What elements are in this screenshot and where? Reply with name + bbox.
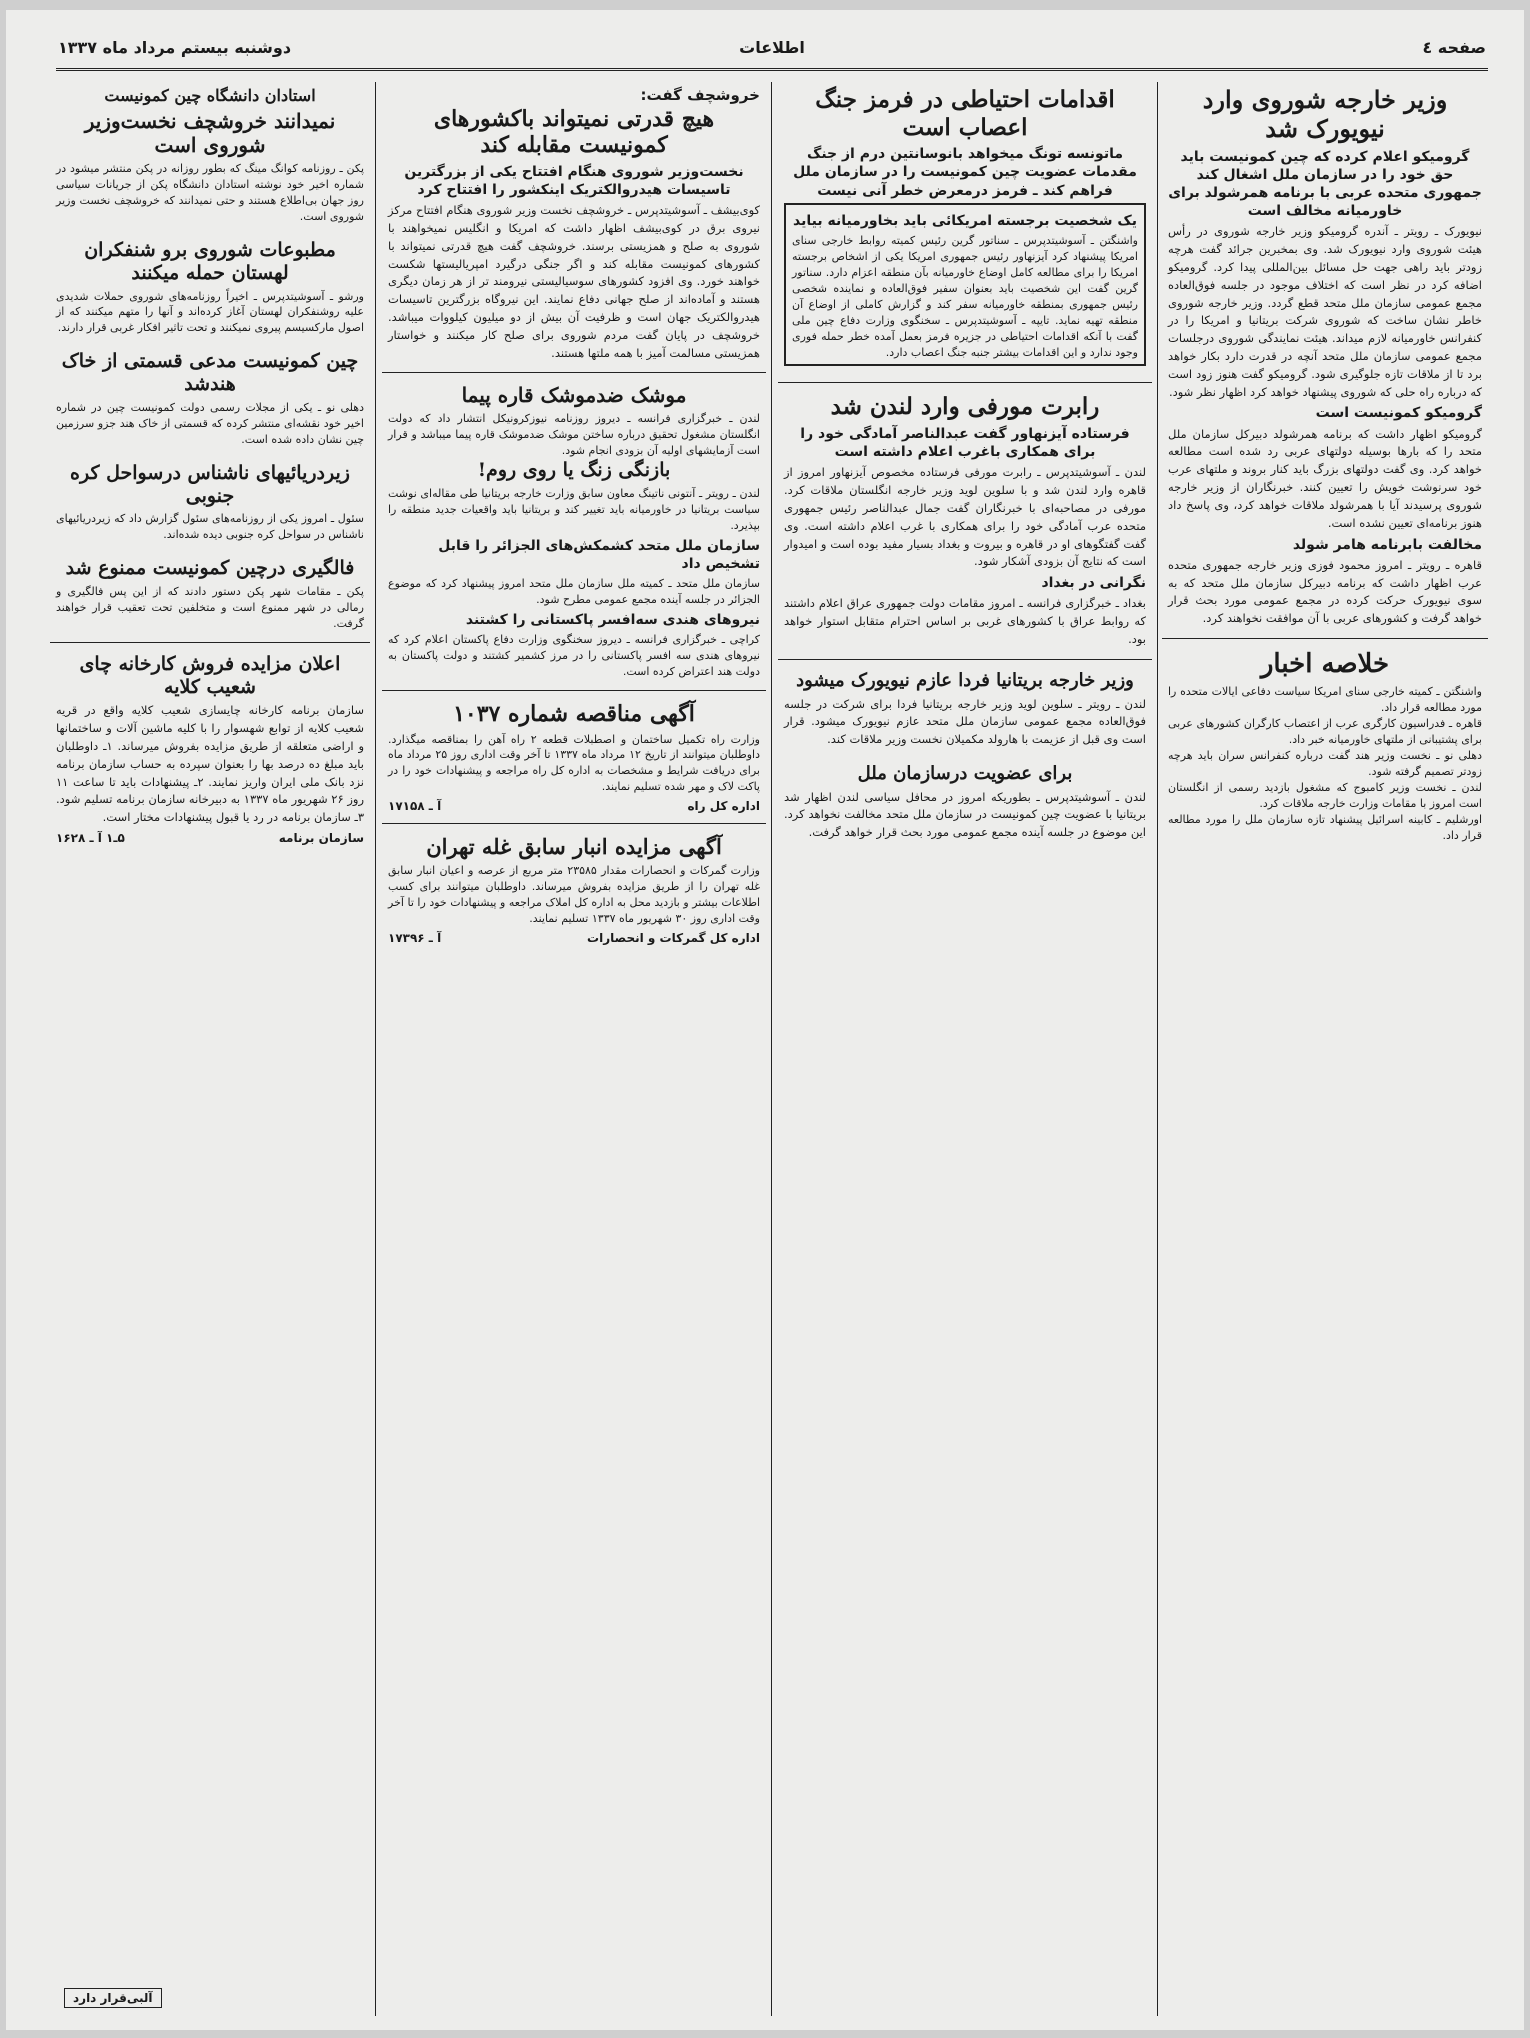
divider <box>382 823 766 824</box>
ad-headline: آگهی مزایده انبار سابق غله تهران <box>426 834 722 860</box>
headline: چین کمونیست مدعی قسمتی از خاک هندشد <box>61 350 359 396</box>
summary-item: اورشلیم ـ کابینه اسرائیل پیشنهاد تازه سازمان ملل را مورد مطالعه قرار داد. <box>1168 812 1482 842</box>
ad-tea-factory <box>50 649 370 849</box>
ad-code: آ ـ ۱۷۱۵۸ <box>388 799 442 814</box>
article-china-india <box>50 346 370 451</box>
ad-signature <box>388 799 760 813</box>
date-line: دوشنبه بیستم مرداد ماه ۱۳۳۷ <box>58 38 292 57</box>
headline: زیردریائیهای ناشناس درسواحل کره جنوبی <box>70 461 350 507</box>
divider <box>382 372 766 373</box>
ad-signature <box>388 931 760 945</box>
headline: وزیر خارجه بریتانیا فردا عازم نیویورک میشود <box>796 669 1134 691</box>
ad-issuer: اداره کل راه <box>687 799 760 814</box>
ad-body: وزارت راه تکمیل ساختمان و اصطبلات قطعه ۲ راه آهن را بمناقصه میگذارد. داوطلبان میتوانند از تاریخ ۱۲ مرداد ماه ۱۳۳۷ تا آخر وقت اداری روز ۲۵ مرداد ماه برای دریافت شرایط و مشخصات به اداره کل راه مراجعه و پیشنهادات خود را در پاکت لاک و مهر شده تسلیم نمایند. <box>388 732 761 794</box>
article-body: کوی‌بیشف ـ آسوشیتدپرس ـ خروشچف نخست وزیر شوروی هنگام افتتاح مرکز نیروی برق در کوی‌بیشف اظهار داشت که امریکا و انگلیس نمیخواهند با شوروی به صلح و همزیستی برسند. خروشچف گفت هیچ قدرتی نمیتواند با کشورهای کمونیست مقابله کند و اگر جنگی درگیرد امپریالیستها شکست خواهند خورد. وی افزود کشورهای سوسیالیستی نیرومند تر از هر زمان دیگری هستند و آماده‌اند از صلح جهانی دفاع نمایند. این نیروگاه بزرگترین تاسیسات هیدروالکتریک جهان است و ظرفیت آن بیش از دو میلیون کیلووات میباشد. خروشچف در پایان گفت مردم شوروی برای صلح کار میکنند و خواستار همزیستی مسالمت آمیز با همه ملتها هستند. <box>388 203 760 360</box>
divider <box>778 382 1152 383</box>
headline: برای عضویت درسازمان ملل <box>857 762 1073 784</box>
article-missile <box>382 379 766 684</box>
divider <box>382 690 766 691</box>
ad-issuer: اداره کل گمرکات و انحصارات <box>587 931 760 946</box>
article-body: سئول ـ امروز یکی از روزنامه‌های سئول گزارش داد که زیردریائیهای ناشناس در سواحل کره جنوبی دیده شده‌اند. <box>56 512 364 542</box>
paper-name: اطلاعات <box>739 38 805 57</box>
boxed-story <box>784 203 1146 367</box>
article-body: نیویورک ـ رویتر ـ آندره گرومیکو وزیر خارجه شوروی در رأس هیئت شوروی وارد نیویورک شد. وی بمخبرین جرائد گفت هرچه زودتر باید راهی جهت حل مسائل بین‌المللی پیدا کرد. گرومیکو اضافه کرد در نظر است که اختلاف موجود در جلسه فوق‌العاده مجمع عمومی سازمان ملل متحد قطع گردد. وزیر خارجه شوروی خاطر نشان ساخت که شوروی شرکت بریتانیا و امریکا را در کنفرانس خاورمیانه لازم میداند. هیئت نمایندگی شوروی درجلسات مجمع عمومی سازمان ملل متحد آنچه در قدرت دارد بکار خواهد برد تا از ملاقات تازه جلوگیری شود. گرومیکو گفت هنوز زود است که درباره راه حلی که شوروی پیشنهاد خواهد کرد اظهار نظر شود. <box>1168 224 1482 399</box>
ad-issuer: سازمان برنامه <box>278 831 364 846</box>
divider <box>50 642 370 643</box>
article-body: بغداد ـ خبرگزاری فرانسه ـ امروز مقامات دولت جمهوری عراق اعلام داشتند که روابط عراق با کشورهای غربی بر اساس احترام متقابل استوار خواهد بود. <box>784 596 1146 647</box>
ad-auction <box>382 830 766 949</box>
article-fortune-telling <box>50 553 370 636</box>
subheadline: نخست‌وزیر شوروی هنگام افتتاح یکی از بزرگترین تاسیسات هیدروالکتریک اینکشور را افتتاح کرد <box>404 163 744 198</box>
ad-body: وزارت گمرکات و انحصارات مقدار ۲۳۵۸۵ متر مربع از عرصه و اعیان انبار سابق غله تهران را از طریق مزایده بفروش میرساند. داوطلبان میتوانند برای کسب اطلاعات بیشتر و بازدید محل به اداره کل املاک مراجعه و پیشنهادات خود را تا آخر وقت اداری روز ۳۰ شهریور ماه ۱۳۳۷ تسلیم نمایند. <box>388 864 760 926</box>
headline: رابرت مورفی وارد لندن شد <box>830 393 1100 421</box>
ad-signature <box>56 831 364 845</box>
article-body: لندن ـ رویتر ـ سلوین لوید وزیر خارجه بریتانیا فردا برای شرکت در جلسه فوق‌العاده مجمع عمومی سازمان ملل متحد عازم نیویورک میشود. قرار است وی قبل از عزیمت با هارولد مکمیلان نخست وزیر ملاقات کند. <box>784 696 1146 747</box>
page-tag: آلبی‌قرار دارد <box>64 1988 162 2008</box>
column-rule <box>375 82 376 2016</box>
article-body: پکن ـ روزنامه کوانگ مینگ که بطور روزانه در پکن منتشر میشود در شماره اخیر خود نوشته استادان دانشگاه پکن از جریانات سیاسی روز جهان بی‌اطلاع هستند و حتی نمیدانند که خروشچف نخست وزیر شوروی است. <box>56 162 364 223</box>
summary-item: لندن ـ نخست وزیر کامبوج که مشغول بازدید رسمی از انگلستان است امروز با مقامات وزارت خارجه ملاقات کرد. <box>1168 780 1482 810</box>
headline: نمیدانند خروشچف نخست‌وزیر شوروی است <box>84 109 336 158</box>
article-body: واشنگتن ـ آسوشیتدپرس ـ سناتور گرین رئیس کمیته روابط خارجی سنای امریکا پیشنهاد کرد آیزنهاور رئیس جمهوری امریکا یکی از اشخاص برجسته امریکا را برای مطالعه کامل اوضاع خاورمیانه بآن منطقه اعزام دارد. سناتور گرین گفت این شخصیت باید بعنوان سفیر فوق‌العاده و نماینده شخصی رئیس جمهوری بمنطقه خاورمیانه سفر کند و گزارش کاملی از اوضاع آن منطقه تهیه نماید. تایپه ـ آسوشیتدپرس ـ سخنگوی وزارت دفاع چین ملی گفت با آنکه اقدامات احتیاطی در جزیره فرمز بعمل آمده خطر حمله فوری وجود ندارد و این اقدامات بیشتر جنبه جنگ اعصاب دارد. <box>792 233 1138 359</box>
article-soviet-press <box>50 235 370 340</box>
subheadline: فرستاده آیزنهاور گفت عبدالناصر آمادگی خود را برای همکاری باغرب اعلام داشته است <box>800 426 1130 461</box>
ad-code: آ ـ ۱۷۳۹۶ <box>388 931 442 946</box>
article-body: گرومیکو اظهار داشت که برنامه همرشولد دبیرکل سازمان ملل متحد را که بارها بوسیله دولتهای عربی رد شده است مطالعه خواهد کرد. وی گفت دولتهای بزرگ باید کنار بروند و ملتهای عرب خود سرنوشت خویش را تعیین کنند. خبرنگاران از وزیر خارجه شوروی پرسیدند آیا با همرشولد ملاقات خواهد کرد، وی پاسخ داد هنوز برنامه‌ای تعیین نشده است. <box>1168 426 1482 530</box>
divider <box>778 659 1152 660</box>
headline: اقدامات احتیاطی در فرمز جنگ اعصاب است <box>815 86 1115 141</box>
ad-headline: آگهی مناقصه شماره ۱۰۳۷ <box>453 701 695 728</box>
news-summary <box>1162 645 1488 848</box>
article-body: دهلی نو ـ یکی از مجلات رسمی دولت کمونیست چین در شماره اخیر خود نقشه‌ای منتشر کرده که قسمتی از خاک هند جزو سرزمین چین نشان داده شده است. <box>56 400 364 446</box>
masthead <box>56 28 1488 71</box>
article-body: سازمان ملل متحد ـ کمیته ملل سازمان ملل متحد امروز پیشنهاد کرد که موضوع الجزائر در جلسه آینده مجمع عمومی مطرح شود. <box>388 577 760 607</box>
headline: موشک ضدموشک قاره پیما <box>461 383 687 408</box>
article-body: قاهره ـ رویتر ـ امروز محمود فوزی وزیر خارجه جمهوری متحده عرب اظهار داشت که برنامه دبیرکل سازمان ملل متحد که به سوی نیویورک حرکت کرده در مجمع عمومی مورد بحث قرار خواهد گرفت و کشورهای عربی با آن موافقت نخواهند کرد. <box>1168 557 1482 626</box>
article-formosa <box>778 82 1152 376</box>
article-body: کراچی ـ خبرگزاری فرانسه ـ دیروز سخنگوی وزارت دفاع پاکستان اعلام کرد که نیروهای هندی سه افسر پاکستانی را در مرز کشمیر کشتند و دولت پاکستان به دولت هند اعتراض کرده است. <box>388 633 760 679</box>
section-heading: نگرانی در بغداد <box>1041 575 1146 592</box>
article-body: پکن ـ مقامات شهر پکن دستور دادند که از این پس فالگیری و رمالی در شهر ممنوع است و متخلفین تحت تعقیب قرار خواهند گرفت. <box>56 585 364 630</box>
article-body: لندن ـ خبرگزاری فرانسه ـ دیروز روزنامه نیوزکرونیکل انتشار داد که دولت انگلستان مشغول تحقیق درباره ساختن موشک ضدموشک قاره پیما میباشد و قرار است آزمایشهای اولیه آن بزودی انجام شود. <box>388 412 760 458</box>
column-rule <box>1157 82 1158 2016</box>
divider <box>1162 638 1488 639</box>
article-gromyko <box>1162 82 1488 632</box>
newspaper-page <box>6 10 1524 2030</box>
summary-item: قاهره ـ فدراسیون کارگری عرب از اعتصاب کارگران کشورهای عربی برای پشتیبانی از ملتهای خاورمیانه خبر داد. <box>1168 717 1482 746</box>
headline: بازنگی زنگ یا روی روم! <box>477 459 671 482</box>
article-submarines <box>50 458 370 547</box>
page-number: صفحه ٤ <box>1422 38 1486 57</box>
subheadline: ماتونسه تونگ میخواهد بانوسانتین درم از جنگ مقدمات عضویت چین کمونیست را در سازمان ملل فراهم کند ـ فرمز درمعرض خطر آنی نیست <box>793 146 1137 199</box>
kicker: خروشچف گفت: <box>640 86 760 104</box>
ad-headline: اعلان مزایده فروش کارخانه چای شعیب کلایه <box>79 652 341 698</box>
headline: مطبوعات شوروی برو شنفکران لهستان حمله میکنند <box>84 238 336 284</box>
column-4 <box>50 82 370 2016</box>
ad-code: ۵ـ۱ آ ـ ۱۶۲۸ <box>56 831 125 846</box>
headline: هیچ قدرتی نمیتواند باکشورهای کمونیست مقابله کند <box>433 106 715 159</box>
column-2 <box>778 82 1152 2016</box>
article-murphy <box>778 389 1152 652</box>
article-body: لندن ـ آسوشیتدپرس ـ رابرت مورفی فرستاده مخصوص آیزنهاور امروز از قاهره وارد لندن شد و با سلوین لوید وزیر خارجه انگلستان ملاقات کرد. مورفی در مصاحبه‌ای با خبرنگاران گفت جمال عبدالناصر رئیس جمهوری متحده عرب آمادگی خود را برای همکاری با غرب اعلام داشته است. وی گفت گفتگوهای او در قاهره و بیروت و بغداد بسیار مفید بوده است و امیدوار است که نتایج آن بزودی آشکار شود. <box>784 465 1146 569</box>
column-3 <box>382 82 766 2016</box>
summary-item: واشنگتن ـ کمیته خارجی سنای امریکا سیاست دفاعی ایالات متحده را مورد مطالعه قرار داد. <box>1168 685 1482 715</box>
section-heading: گرومیکو کمونیست است <box>1315 405 1482 422</box>
article-chinese-professors <box>50 82 370 229</box>
article-body: ورشو ـ آسوشیتدپرس ـ اخیراً روزنامه‌های شوروی حملات شدیدی علیه روشنفکران لهستان آغاز کرده‌اند و آنها را متهم میکنند که از اصول مارکسیسم پیروی نمیکنند و تحت تاثیر افکار غربی قرار دارند. <box>56 289 364 335</box>
section-heading: سازمان ملل متحد کشمکش‌های الجزائر را قابل تشخیص داد <box>438 537 760 573</box>
headline: استادان دانشگاه چین کمونیست <box>104 86 316 105</box>
column-rule <box>771 82 772 2016</box>
section-heading: مخالفت بابرنامه هامر شولد <box>1292 536 1482 553</box>
subheadline: گرومیکو اعلام کرده که چین کمونیست باید حق خود را در سازمان ملل اشغال کند جمهوری متحده عربی با برنامه همرشولد برای خاورمیانه مخالف است <box>1168 148 1482 220</box>
article-un-membership <box>778 759 1152 846</box>
section-heading: نیروهای هندی سه‌افسر پاکستانی را کشتند <box>465 612 760 629</box>
article-khrushchev <box>382 82 766 366</box>
ad-tender <box>382 697 766 817</box>
headline: وزیر خارجه شوروی وارد نیویورک شد <box>1202 85 1448 143</box>
headline: خلاصه اخبار <box>1260 648 1390 679</box>
article-body: لندن ـ رویتر ـ آنتونی ناتینگ معاون سابق وزارت خارجه بریتانیا طی مقاله‌ای نوشت سیاست بریتانیا در خاورمیانه باید تغییر کند و بریتانیا باید واقعیات جدید منطقه را بپذیرد. <box>388 487 760 532</box>
ad-body: سازمان برنامه کارخانه چایسازی شعیب کلایه واقع در قریه شعیب کلایه از توابع شهسوار را با کلیه ماشین آلات و ساختمانها و اراضی متعلقه از طریق مزایده بفروش میرساند. ۱ـ داوطلبان باید مبلغ ده درصد بها را بعنوان سپرده به حساب سازمان برنامه نزد بانک ملی ایران واریز نمایند. ۲ـ پیشنهادات باید تا ساعت ۱۱ روز ۲۶ شهریور ماه ۱۳۳۷ به دبیرخانه سازمان برنامه تسلیم شود. ۳ـ سازمان برنامه در رد یا قبول پیشنهادات مختار است. <box>56 703 365 825</box>
article-lloyd <box>778 666 1152 753</box>
article-body: لندن ـ آسوشیتدپرس ـ بطوریکه امروز در محافل سیاسی لندن اظهار شد بریتانیا با عضویت چین کمونیست در سازمان ملل متحد مخالفت نخواهد کرد. این موضوع در جلسه آینده مجمع عمومی مورد بحث قرار خواهد گرفت. <box>784 789 1146 840</box>
box-heading: یک شخصیت برجسته امریکائی باید بخاورمیانه بیاید <box>793 212 1137 229</box>
headline: فالگیری درچین کمونیست ممنوع شد <box>65 557 355 580</box>
column-1 <box>1162 82 1488 2016</box>
summary-item: دهلی نو ـ نخست وزیر هند گفت درباره کنفرانس سران باید هرچه زودتر تصمیم گرفته شود. <box>1168 748 1482 778</box>
